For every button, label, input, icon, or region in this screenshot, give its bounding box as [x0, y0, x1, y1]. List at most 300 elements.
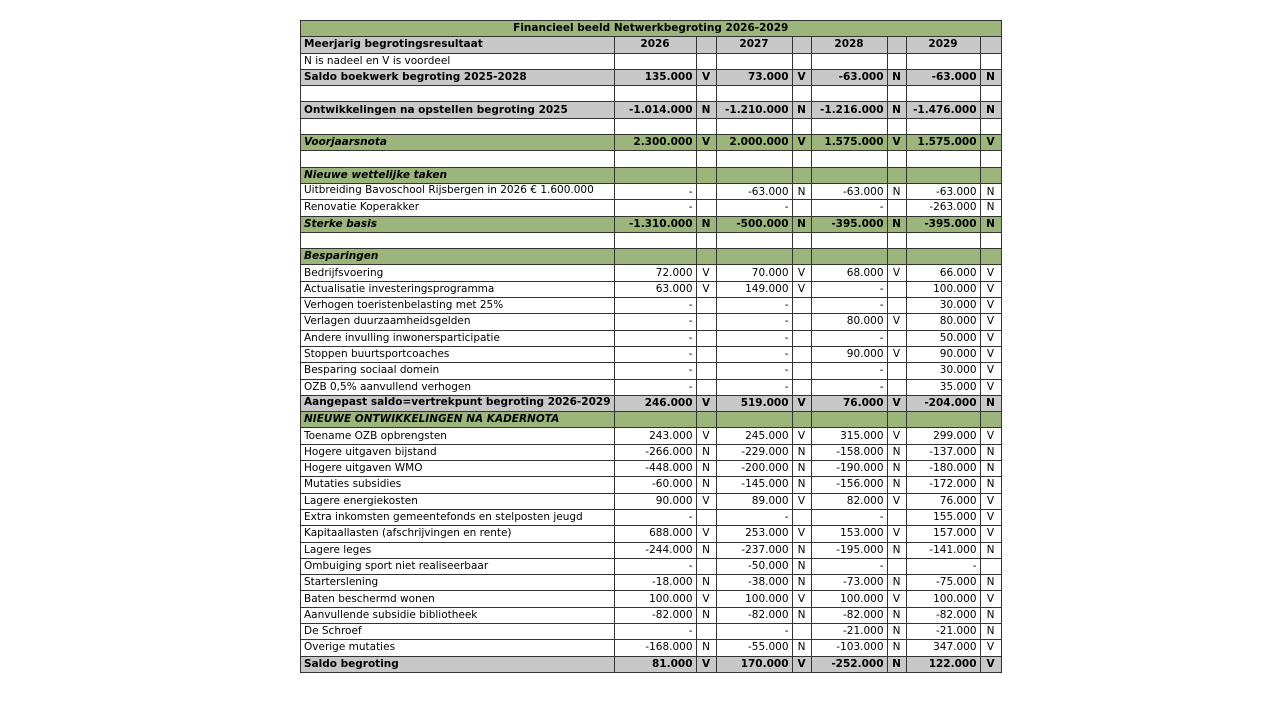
nv-flag-cell: V	[696, 265, 716, 281]
table-row	[301, 591, 1002, 607]
nv-flag-cell: N	[792, 575, 811, 591]
nv-flag-cell: N	[980, 477, 1001, 493]
nv-flag-cell: N	[792, 640, 811, 656]
amount-cell: -82.000	[906, 607, 980, 623]
amount-cell: 170.000	[716, 656, 792, 672]
amount-cell: -1.210.000	[716, 102, 792, 118]
nv-flag-cell: N	[980, 183, 1001, 199]
amount-cell: -	[716, 330, 792, 346]
nv-flag-cell: N	[696, 461, 716, 477]
row-label: Voorjaarsnota	[301, 135, 615, 151]
nv-flag-cell: N	[792, 607, 811, 623]
nv-flag-cell: N	[887, 477, 906, 493]
amount-cell: -137.000	[906, 444, 980, 460]
amount-cell: -63.000	[906, 69, 980, 85]
amount-cell: -82.000	[716, 607, 792, 623]
table-row	[301, 558, 1002, 574]
amount-cell: -237.000	[716, 542, 792, 558]
amount-cell: 72.000	[614, 265, 696, 281]
amount-cell: 122.000	[906, 656, 980, 672]
amount-cell: 90.000	[614, 493, 696, 509]
amount-cell: -21.000	[811, 623, 887, 639]
spacer-row	[301, 232, 1002, 248]
nv-flag-cell: V	[980, 281, 1001, 297]
nv-flag-cell: N	[887, 623, 906, 639]
nv-flag-cell	[696, 183, 716, 199]
nv-flag-cell	[792, 86, 811, 102]
amount-cell: -82.000	[811, 607, 887, 623]
table-row	[301, 444, 1002, 460]
nv-flag-cell	[696, 232, 716, 248]
nv-flag-cell: V	[887, 591, 906, 607]
amount-cell: -395.000	[906, 216, 980, 232]
amount-cell: -252.000	[811, 656, 887, 672]
nv-flag-cell	[696, 412, 716, 428]
amount-cell: 155.000	[906, 509, 980, 525]
nv-flag-cell	[696, 298, 716, 314]
table-row	[301, 281, 1002, 297]
nv-flag-cell	[696, 558, 716, 574]
amount-cell: -263.000	[906, 200, 980, 216]
nv-flag-cell: V	[696, 428, 716, 444]
nv-flag-cell: N	[792, 216, 811, 232]
amount-cell: 315.000	[811, 428, 887, 444]
amount-cell: 80.000	[811, 314, 887, 330]
amount-cell: -	[716, 314, 792, 330]
amount-cell: -	[716, 363, 792, 379]
row-label: Overige mutaties	[301, 640, 615, 656]
table-row	[301, 167, 1002, 183]
nv-flag-cell	[792, 118, 811, 134]
table-row	[301, 509, 1002, 525]
nv-flag-cell: N	[887, 640, 906, 656]
amount-cell: -	[614, 200, 696, 216]
row-label: Mutaties subsidies	[301, 477, 615, 493]
year-2026-header: 2026	[614, 37, 696, 53]
nv-flag-cell: N	[696, 102, 716, 118]
row-label: NIEUWE ONTWIKKELINGEN NA KADERNOTA	[301, 412, 615, 428]
row-label: Saldo begroting	[301, 656, 615, 672]
nv-flag-cell	[887, 281, 906, 297]
nv-flag-cell	[887, 509, 906, 525]
amount-cell: -	[811, 330, 887, 346]
amount-cell: -180.000	[906, 461, 980, 477]
nv-flag-cell: V	[696, 493, 716, 509]
nv-flag-cell: V	[980, 346, 1001, 362]
nv-flag-cell	[696, 151, 716, 167]
row-label: Lagere energiekosten	[301, 493, 615, 509]
nv-flag-cell: N	[792, 477, 811, 493]
nv-flag-cell: N	[696, 216, 716, 232]
nv-flag-cell: V	[792, 526, 811, 542]
nv-flag-cell: V	[980, 509, 1001, 525]
amount-cell: -244.000	[614, 542, 696, 558]
nv-flag-cell	[887, 558, 906, 574]
amount-cell: -	[716, 200, 792, 216]
nv-flag-cell: N	[887, 444, 906, 460]
amount-cell: -168.000	[614, 640, 696, 656]
amount-cell: 157.000	[906, 526, 980, 542]
nv-flag-cell: N	[792, 444, 811, 460]
amount-cell: -200.000	[716, 461, 792, 477]
nv-flag-cell	[980, 118, 1001, 134]
amount-cell: -63.000	[811, 183, 887, 199]
nv-flag-cell: N	[887, 102, 906, 118]
amount-cell	[811, 232, 887, 248]
amount-cell: -103.000	[811, 640, 887, 656]
nv-flag-cell: N	[980, 102, 1001, 118]
amount-cell: -	[614, 183, 696, 199]
nv-flag-cell: V	[980, 526, 1001, 542]
amount-cell	[811, 118, 887, 134]
table-row	[301, 575, 1002, 591]
table-row	[301, 542, 1002, 558]
amount-cell: -	[716, 623, 792, 639]
amount-cell: 246.000	[614, 395, 696, 411]
row-label: Besparing sociaal domein	[301, 363, 615, 379]
amount-cell: 2.000.000	[716, 135, 792, 151]
nv-flag-cell: V	[792, 395, 811, 411]
nv-flag-cell: V	[980, 591, 1001, 607]
amount-cell: -145.000	[716, 477, 792, 493]
table-row	[301, 363, 1002, 379]
nv-flag-cell: V	[696, 395, 716, 411]
amount-cell: -	[811, 558, 887, 574]
table-row	[301, 102, 1002, 118]
amount-cell: -55.000	[716, 640, 792, 656]
table-title-row	[301, 21, 1002, 37]
amount-cell: 149.000	[716, 281, 792, 297]
nv-flag-cell: V	[792, 428, 811, 444]
spacer-row	[301, 118, 1002, 134]
amount-cell: -229.000	[716, 444, 792, 460]
amount-cell: -	[614, 298, 696, 314]
nv-flag-cell	[887, 298, 906, 314]
amount-cell: 100.000	[811, 591, 887, 607]
nv-flag-cell: V	[980, 330, 1001, 346]
amount-cell: 80.000	[906, 314, 980, 330]
amount-cell: 245.000	[716, 428, 792, 444]
nv-flag-cell: N	[696, 607, 716, 623]
nv-flag-cell	[887, 232, 906, 248]
table-row	[301, 412, 1002, 428]
nv-flag-cell: V	[887, 428, 906, 444]
nv-flag-cell: N	[792, 558, 811, 574]
nv-flag-cell	[980, 412, 1001, 428]
nv-flag-cell: V	[980, 135, 1001, 151]
row-label: OZB 0,5% aanvullend verhogen	[301, 379, 615, 395]
table-row	[301, 265, 1002, 281]
table-row	[301, 477, 1002, 493]
amount-cell: -	[811, 379, 887, 395]
table-row	[301, 249, 1002, 265]
amount-cell: -	[614, 330, 696, 346]
amount-cell: 50.000	[906, 330, 980, 346]
nv-flag-cell	[887, 330, 906, 346]
nv-flag-cell: N	[696, 444, 716, 460]
row-label: Besparingen	[301, 249, 615, 265]
amount-cell	[906, 412, 980, 428]
table-row	[301, 346, 1002, 362]
amount-cell: 90.000	[811, 346, 887, 362]
nv-flag-cell	[792, 314, 811, 330]
amount-cell: -	[614, 558, 696, 574]
table-row	[301, 135, 1002, 151]
table-row	[301, 200, 1002, 216]
nv-flag-cell	[980, 167, 1001, 183]
amount-cell: -1.216.000	[811, 102, 887, 118]
nv-flag-cell: V	[887, 493, 906, 509]
amount-cell: 1.575.000	[811, 135, 887, 151]
table-row	[301, 526, 1002, 542]
nv-flag-cell: V	[887, 265, 906, 281]
amount-cell: -190.000	[811, 461, 887, 477]
nv-flag-cell: V	[696, 135, 716, 151]
nv-flag-cell	[792, 249, 811, 265]
amount-cell	[716, 167, 792, 183]
nv-flag-cell: V	[980, 656, 1001, 672]
amount-cell: -82.000	[614, 607, 696, 623]
nv-flag-cell	[980, 151, 1001, 167]
amount-cell	[906, 249, 980, 265]
nv-flag-cell: V	[696, 281, 716, 297]
amount-cell: -63.000	[906, 183, 980, 199]
amount-cell: -60.000	[614, 477, 696, 493]
nv-flag-cell	[696, 330, 716, 346]
amount-cell: -	[614, 314, 696, 330]
amount-cell: -	[811, 281, 887, 297]
nv-flag-cell: V	[980, 363, 1001, 379]
nv-flag-cell: V	[696, 591, 716, 607]
table-row	[301, 298, 1002, 314]
amount-cell: -38.000	[716, 575, 792, 591]
nv-flag-cell: V	[887, 314, 906, 330]
nv-flag-cell: V	[792, 265, 811, 281]
table-row	[301, 607, 1002, 623]
nv-flag-cell	[980, 86, 1001, 102]
nv-flag-cell	[792, 509, 811, 525]
amount-cell: 76.000	[811, 395, 887, 411]
row-label: Bedrijfsvoering	[301, 265, 615, 281]
nv-flag-cell: N	[887, 656, 906, 672]
amount-cell: -204.000	[906, 395, 980, 411]
amount-cell: -	[614, 346, 696, 362]
nv-flag-cell: N	[887, 183, 906, 199]
amount-cell: 100.000	[716, 591, 792, 607]
amount-cell: -	[614, 379, 696, 395]
amount-cell: 89.000	[716, 493, 792, 509]
table-header-row	[301, 37, 1002, 53]
amount-cell: 100.000	[614, 591, 696, 607]
nv-flag-cell: V	[887, 346, 906, 362]
amount-cell	[906, 86, 980, 102]
amount-cell: 2.300.000	[614, 135, 696, 151]
row-label: Sterke basis	[301, 216, 615, 232]
table-row	[301, 379, 1002, 395]
nv-flag-cell: V	[792, 656, 811, 672]
nv-flag-cell: V	[792, 69, 811, 85]
legend-note: N is nadeel en V is voordeel	[301, 53, 615, 69]
nv-flag-cell: V	[980, 428, 1001, 444]
nv-flag-cell: N	[792, 102, 811, 118]
amount-cell: 299.000	[906, 428, 980, 444]
amount-cell	[716, 86, 792, 102]
amount-cell: -	[811, 363, 887, 379]
amount-cell: -	[716, 379, 792, 395]
amount-cell: 63.000	[614, 281, 696, 297]
amount-cell	[811, 412, 887, 428]
amount-cell: -21.000	[906, 623, 980, 639]
nv-flag-cell	[792, 167, 811, 183]
row-label: Lagere leges	[301, 542, 615, 558]
amount-cell	[716, 118, 792, 134]
row-label: Nieuwe wettelijke taken	[301, 167, 615, 183]
nv-flag-cell	[792, 298, 811, 314]
amount-cell: 68.000	[811, 265, 887, 281]
amount-cell: 30.000	[906, 298, 980, 314]
nv-flag-cell: N	[980, 69, 1001, 85]
nv-flag-cell: N	[980, 607, 1001, 623]
nv-flag-cell: N	[792, 183, 811, 199]
nv-flag-cell	[887, 249, 906, 265]
amount-cell: -156.000	[811, 477, 887, 493]
nv-flag-cell	[887, 412, 906, 428]
amount-cell	[716, 151, 792, 167]
table-row	[301, 656, 1002, 672]
table-row	[301, 330, 1002, 346]
amount-cell	[614, 412, 696, 428]
amount-cell: 100.000	[906, 281, 980, 297]
nv-flag-cell	[696, 509, 716, 525]
amount-cell	[614, 151, 696, 167]
amount-cell: -	[811, 509, 887, 525]
amount-cell: -448.000	[614, 461, 696, 477]
row-label	[301, 118, 615, 134]
nv-flag-cell: V	[792, 281, 811, 297]
row-label: Stoppen buurtsportcoaches	[301, 346, 615, 362]
nv-flag-cell	[696, 200, 716, 216]
nv-flag-cell: N	[696, 542, 716, 558]
nv-flag-cell: N	[887, 607, 906, 623]
nv-flag-cell	[696, 314, 716, 330]
row-label: Uitbreiding Bavoschool Rijsbergen in 2026 € 1.600.000	[301, 183, 615, 199]
nv-flag-cell	[792, 346, 811, 362]
nv-flag-cell: V	[696, 69, 716, 85]
nv-flag-cell	[887, 363, 906, 379]
nv-flag-cell	[792, 232, 811, 248]
nv-flag-cell	[696, 623, 716, 639]
table-row	[301, 640, 1002, 656]
amount-cell: 688.000	[614, 526, 696, 542]
row-label: Starterslening	[301, 575, 615, 591]
nv-flag-cell: V	[980, 640, 1001, 656]
amount-cell	[811, 167, 887, 183]
amount-cell	[614, 249, 696, 265]
nv-flag-cell	[696, 363, 716, 379]
nv-flag-cell	[696, 86, 716, 102]
amount-cell: 243.000	[614, 428, 696, 444]
amount-cell	[614, 232, 696, 248]
amount-cell: 90.000	[906, 346, 980, 362]
row-label: Extra inkomsten gemeentefonds en stelposten jeugd	[301, 509, 615, 525]
nv-flag-cell	[696, 346, 716, 362]
amount-cell: -	[716, 346, 792, 362]
header-label: Meerjarig begrotingsresultaat	[301, 37, 615, 53]
amount-cell	[906, 167, 980, 183]
table-row	[301, 623, 1002, 639]
row-label: Actualisatie investeringsprogramma	[301, 281, 615, 297]
nv-flag-cell: V	[980, 265, 1001, 281]
table-row	[301, 216, 1002, 232]
amount-cell: -	[906, 558, 980, 574]
table-row	[301, 314, 1002, 330]
nv-flag-cell: N	[980, 200, 1001, 216]
row-label	[301, 232, 615, 248]
amount-cell: 66.000	[906, 265, 980, 281]
year-2028-header: 2028	[811, 37, 887, 53]
nv-flag-cell: V	[980, 298, 1001, 314]
nv-flag-cell: N	[696, 575, 716, 591]
nv-flag-cell	[696, 167, 716, 183]
amount-cell	[906, 151, 980, 167]
amount-cell: 82.000	[811, 493, 887, 509]
nv-flag-cell: V	[887, 526, 906, 542]
amount-cell: 73.000	[716, 69, 792, 85]
nv-flag-cell: N	[887, 69, 906, 85]
nv-flag-cell: V	[980, 379, 1001, 395]
amount-cell: -1.310.000	[614, 216, 696, 232]
nv-flag-cell	[792, 330, 811, 346]
amount-cell: -141.000	[906, 542, 980, 558]
amount-cell: 1.575.000	[906, 135, 980, 151]
year-2027-header: 2027	[716, 37, 792, 53]
nv-flag-cell	[792, 412, 811, 428]
row-label: Hogere uitgaven WMO	[301, 461, 615, 477]
nv-flag-cell: N	[980, 623, 1001, 639]
nv-flag-cell: V	[696, 526, 716, 542]
amount-cell: 153.000	[811, 526, 887, 542]
amount-cell	[614, 167, 696, 183]
nv-flag-cell	[696, 118, 716, 134]
nv-flag-cell	[887, 200, 906, 216]
amount-cell: -63.000	[716, 183, 792, 199]
row-label: Saldo boekwerk begroting 2025-2028	[301, 69, 615, 85]
spacer-row	[301, 86, 1002, 102]
amount-cell: 30.000	[906, 363, 980, 379]
amount-cell: -172.000	[906, 477, 980, 493]
nv-flag-cell: N	[980, 461, 1001, 477]
nv-flag-cell	[887, 86, 906, 102]
table-row	[301, 428, 1002, 444]
amount-cell: 135.000	[614, 69, 696, 85]
amount-cell: -	[614, 623, 696, 639]
nv-flag-cell: V	[887, 395, 906, 411]
row-label: Renovatie Koperakker	[301, 200, 615, 216]
table-row	[301, 395, 1002, 411]
nv-flag-cell	[696, 379, 716, 395]
amount-cell: -158.000	[811, 444, 887, 460]
row-label: Verhogen toeristenbelasting met 25%	[301, 298, 615, 314]
nv-flag-cell: N	[887, 542, 906, 558]
amount-cell: -50.000	[716, 558, 792, 574]
amount-cell: -1.476.000	[906, 102, 980, 118]
amount-cell	[716, 232, 792, 248]
year-2029-header: 2029	[906, 37, 980, 53]
row-label: De Schroef	[301, 623, 615, 639]
nv-flag-cell	[980, 232, 1001, 248]
nv-flag-cell	[792, 151, 811, 167]
row-label: Verlagen duurzaamheidsgelden	[301, 314, 615, 330]
